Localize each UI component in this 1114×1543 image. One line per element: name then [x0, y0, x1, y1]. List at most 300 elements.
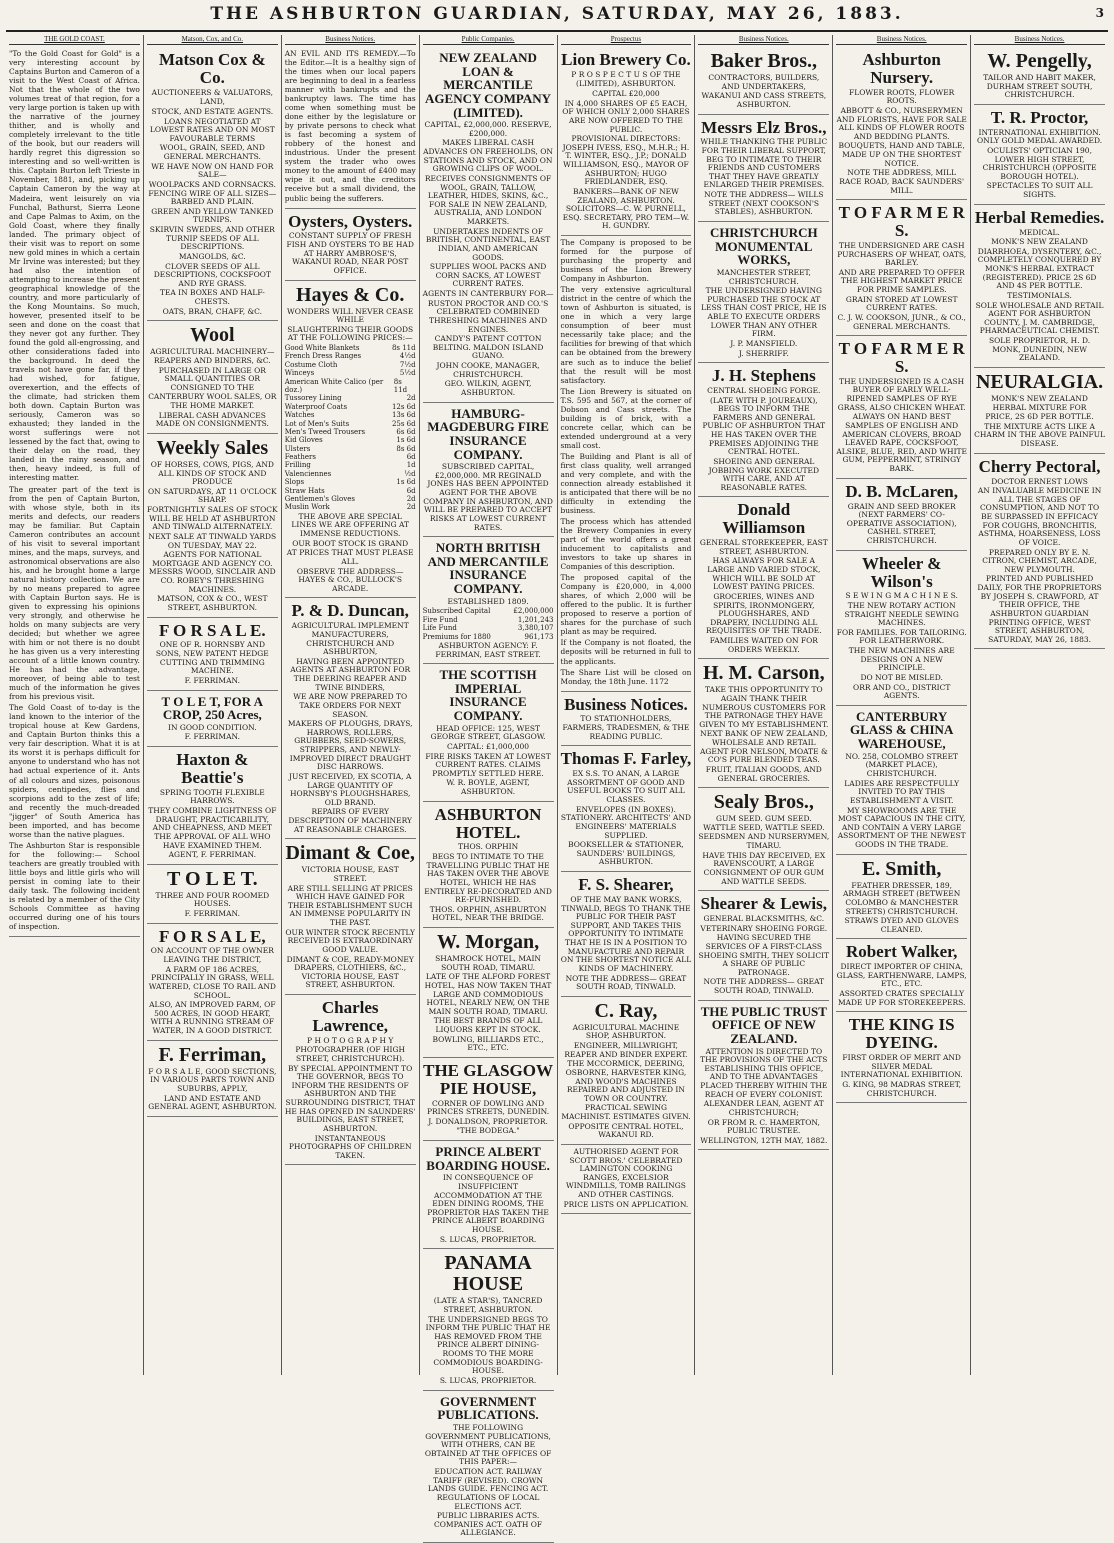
ad-line: SLAUGHTERING THEIR GOODS AT THE FOLLOWING PRICES:—	[287, 324, 414, 343]
ad-line: IN GOOD CONDITION.	[168, 722, 257, 732]
ad-line: TAKE THIS OPPORTUNITY TO AGAIN THANK THEIR NUMEROUS CUSTOMERS FOR THE PATRONAGE THEY HAVE GIVEN TO MY ESTABLISHMENT.	[699, 685, 829, 729]
ad-line: AND ARE PREPARED TO OFFER THE HIGHEST MARKET PRICE FOR PRIME SAMPLES.	[838, 267, 965, 294]
ad-line: RUSTON PROCTOR AND CO.'S CELEBRATED COMBINED THRESHING MACHINES AND ENGINES.	[427, 298, 549, 334]
masthead	[6, 4, 1108, 32]
advertisement	[423, 1391, 554, 1543]
ad-line: FEATHER DRESSER, 189, ARMAGH STREET (BETWEEN COLOMBO & MANCHESTER STREETS) CHRISTCHURCH.	[843, 880, 961, 916]
ad-line: AGENTS IN CANTERBURY FOR—	[422, 289, 554, 299]
price-value: 8s 11d	[391, 344, 416, 352]
price-row	[285, 495, 416, 503]
ad-line: BY SPECIAL APPOINTMENT TO THE GOVERNOR, BEGS TO INFORM THE RESIDENTS OF ASHBURTON AND THE SURROUNDING DISTRICT, THAT HE HAS OPENED IN SAUNDERS' BUILDINGS, EAST STREET, ASHBURTON.	[284, 1063, 416, 1133]
advertisement	[147, 434, 278, 618]
price-item: French Dress Ranges	[284, 352, 362, 361]
advertisement	[561, 1145, 692, 1214]
ad-line: BOUQUETS, HAND AND TABLE, MADE UP ON THE SHORTEST NOTICE.	[838, 141, 965, 168]
advertisement	[836, 706, 967, 855]
ad-line: GUM SEED. GUM SEED. WATTLE SEED, WATTLE SEED.	[703, 814, 825, 832]
ad-line: CAPITAL £20,000	[592, 89, 660, 99]
ad-line: SHAMROCK HOTEL, MAIN SOUTH ROAD, TIMARU.	[435, 954, 541, 972]
ad-line: LAND,	[199, 97, 225, 107]
ad-line: HAVING BEEN APPOINTED AGENTS AT ASHBURTON FOR THE DEERING REAPER AND TWINE BINDERS,	[290, 656, 411, 692]
ad-line: P R O S P E C T U S OF THE	[571, 69, 681, 79]
price-item: Premiums for 1880	[422, 632, 491, 641]
advertisement	[423, 537, 554, 664]
advertisement	[698, 891, 829, 1000]
price-value: 8s 11d	[393, 377, 408, 394]
advertisement	[974, 205, 1105, 368]
column-header: Business Notices.	[836, 35, 967, 45]
ad-line: NEXT SALE AT TINWALD YARDS ON TUESDAY, MAY 22.	[148, 531, 277, 550]
ad-line: FIRE RISKS TAKEN AT LOWEST CURRENT RATES. CLAIMS PROMPTLY SETTLED HERE.	[425, 751, 551, 778]
ad-line: FAMILIES WAITED ON FOR ORDERS WEEKLY.	[709, 636, 818, 654]
price-value: 6d	[406, 453, 416, 462]
column-header: Matson, Cox, and Co.	[147, 35, 278, 45]
advertisement	[423, 47, 554, 403]
ad-line: GEO. WILKIN, AGENT, ASHBURTON.	[444, 379, 532, 397]
ad-line: CONTRACTORS, BUILDERS, AND UNDERTAKERS,	[708, 73, 820, 91]
ad-line: PRICE, 2S 6D PER BOTTLE.	[985, 412, 1094, 422]
ad-line: THE MIXTURE ACTS LIKE A CHARM IN THE ABOVE PAINFUL DISEASE.	[974, 421, 1106, 449]
ad-line: P H O T O G R A P H Y	[307, 1035, 394, 1045]
advertisement	[561, 47, 692, 236]
ad-line: TO STATIONHOLDERS, FARMERS, TRADESMEN, & THE READING PUBLIC.	[562, 714, 690, 741]
ad-line: THE ABOVE ARE SPECIAL LINES WE ARE OFFERING AT IMMENSE REDUCTIONS.	[291, 511, 409, 539]
ad-title: PANAMA HOUSE	[444, 1252, 532, 1296]
ad-line: PRINTED AND PUBLISHED DAILY, FOR THE PROPRIETORS BY JOSEPH S. CRAWFORD, AT THEIR OFFICE, THE ASHBURTON GUARDIAN PRINTING OFFICE, WEST STREET, ASHBURTON, SATURDAY, MAY 26, 1883.	[977, 574, 1102, 644]
price-row	[285, 378, 416, 395]
ad-line: FORTNIGHTLY SALES OF STOCK WILL BE HELD AT ASHBURTON AND TINWALD ALTERNATELY.	[146, 505, 278, 532]
ad-line: NOTE THE ADDRESS— WILLS STREET (NEXT COOKSON'S STABLES), ASHBURTON.	[704, 190, 824, 217]
ad-line: THE BEST BRANDS OF ALL LIQUORS KEPT IN STOCK.	[433, 1016, 543, 1035]
price-row	[285, 352, 416, 360]
price-value: 6d	[406, 486, 416, 495]
ad-line: C. J. W. COOKSON, JUNR., & CO., GENERAL MERCHANTS.	[837, 312, 966, 331]
ad-title: T O F A R M E R S.	[838, 203, 965, 241]
price-value: 8s 6d	[396, 444, 416, 453]
ad-title: Cherry Pectoral,	[978, 456, 1101, 476]
ad-line: WHILE THANKING THE PUBLIC FOR THEIR LIBERAL SUPPORT, BEG TO INTIMATE TO THEIR FRIENDS AND CUSTOMERS THAT THEY HAVE GREATLY ENLARGED THEIR PREMISES.	[700, 137, 828, 190]
ad-title: Matson Cox & Co.	[158, 50, 266, 87]
ad-line: WELLINGTON, 12TH MAY, 1882.	[700, 1135, 828, 1145]
ad-line: OBSERVE THE ADDRESS— HAYES & CO., BULLOCK'S ARCADE.	[296, 566, 404, 593]
advertisement	[147, 747, 278, 865]
ad-line: OCULISTS' OPTICIAN 190, LOWER HIGH STREET, CHRISTCHURCH (OPPOSITE BOROUGH HOTEL).	[982, 145, 1097, 181]
ad-line: DIMANT & COE, READY-MONEY DRAPERS, CLOTHIERS, &C., VICTORIA HOUSE, EAST STREET, ASHBURTON.	[286, 954, 414, 990]
article-paragraph: The proposed capital of the Company is £20,000, in 4,000 shares, of which 2,000 will be offered to the public. It is further proposed to reserve a portion of shares for the purchase of such plant as may be required.	[560, 573, 692, 637]
ad-line: ENGINEER, MILLWRIGHT, REAPER AND BINDER EXPERT.	[564, 1041, 688, 1059]
advertisement	[285, 598, 416, 839]
advertisement	[285, 281, 416, 599]
ad-title: GOVERNMENT PUBLICATIONS.	[437, 1393, 539, 1423]
ad-line: FIRST ORDER OF MERIT AND SILVER MEDAL INTERNATIONAL EXHIBITION.	[840, 1053, 963, 1080]
ad-line: OR FROM R. C. HAMERTON, PUBLIC TRUSTEE.	[707, 1117, 820, 1136]
ad-title: D. B. McLaren,	[845, 481, 958, 501]
ad-line: SHOEING AND GENERAL JOBBING WORK EXECUTED WITH CARE, AND AT REASONABLE RATES.	[708, 456, 820, 492]
ad-line: OATS, BRAN, CHAFF, &C.	[162, 306, 263, 316]
ad-line: ENVELOPES (IN BOXES). STATIONERY. ARCHITECTS' AND ENGINEERS' MATERIALS SUPPLIED.	[560, 804, 692, 840]
ad-line: TEA IN BOXES AND HALF-CHESTS.	[159, 288, 265, 307]
ad-line: OPPOSITE CENTRAL HOTEL, WAKANUI RD.	[568, 1121, 684, 1140]
price-value: 6s 6d	[396, 427, 416, 436]
price-row	[285, 487, 416, 495]
price-value: 2d	[406, 495, 416, 504]
price-item: Good White Blankets	[284, 344, 360, 352]
ad-line: PRICE LISTS ON APPLICATION.	[563, 1199, 689, 1209]
price-item: Frilling	[284, 461, 311, 470]
ad-line: IN CONSEQUENCE OF INSUFFICIENT ACCOMMODATION AT THE EDEN DINING ROOMS, THE PROPRIETOR HAS TAKEN THE PRINCE ALBERT BOARDING HOUSE.	[427, 1173, 549, 1235]
article-paragraph: The Share List will be closed on Monday, the 18th June. 1172	[560, 667, 692, 686]
advertisement	[423, 664, 554, 802]
ad-line: MONK'S NEW ZEALAND	[991, 237, 1088, 247]
ad-line: SKIRVIN SWEDES, AND OTHER TURNIP SEEDS OF ALL DESCRIPTIONS.	[149, 225, 275, 252]
ad-line: AGRICULTURAL MACHINE SHOP, ASHBURTON.	[572, 1022, 680, 1041]
price-value: £2,000,000	[513, 607, 554, 616]
ad-title: ASHBURTON HOTEL.	[434, 804, 542, 842]
ad-title: C. Ray,	[594, 999, 658, 1022]
ad-line: W. R. BOYLE, AGENT, ASHBURTON.	[446, 778, 530, 797]
ad-title: F. S. Shearer,	[578, 875, 674, 895]
price-value: ½d	[404, 469, 416, 478]
ad-title: T O F A R M E R S.	[838, 339, 965, 376]
advertisement	[836, 479, 967, 551]
column-4	[419, 35, 557, 1538]
advertisement	[561, 997, 692, 1145]
price-row	[285, 394, 416, 402]
ad-title: T O L E T, FOR A CROP, 250 Acres,	[161, 693, 264, 723]
ad-line: EX S.S. TO ANAN, A LARGE ASSORTMENT OF GOOD AND USEFUL BOOKS TO SUIT ALL CLASSES.	[567, 769, 685, 805]
advertisement	[974, 47, 1105, 105]
ad-title: NEW ZEALAND LOAN & MERCANTILE AGENCY COMPANY (LIMITED).	[425, 50, 552, 120]
ad-line: PUBLIC LIBRARIES ACTS. COMPANIES ACT. OATH OF ALLEGIANCE.	[434, 1511, 543, 1538]
price-row	[285, 478, 416, 486]
ad-line: F O R S A L E, GOOD SECTIONS, IN VARIOUS PARTS TOWN AND SUBURBS, APPLY,	[148, 1066, 277, 1093]
ad-line: OF HORSES, COWS, PIGS, AND ALL KINDS OF STOCK AND PRODUCE	[150, 459, 274, 487]
advertisement	[423, 1058, 554, 1141]
ad-line: BOWLING, BILLIARDS ETC., ETC., ETC.	[432, 1034, 544, 1053]
price-row	[285, 503, 416, 511]
price-value: 1,201,243	[517, 615, 554, 624]
ad-line: NOTE THE ADDRESS— GREAT SOUTH ROAD, TINWALD.	[565, 973, 687, 992]
ad-line: CANTERBURY WOOL SALES, OR THE HOME MARKET.	[148, 392, 277, 411]
ad-line: G. KING, 98 MADRAS STREET, CHRISTCHURCH.	[842, 1079, 962, 1098]
ad-line: GREEN AND YELLOW TANKED TURNIPS.	[151, 206, 274, 225]
ad-line: SPRING TOOTH FLEXIBLE HARROWS.	[159, 787, 265, 806]
price-item: Kid Gloves	[284, 436, 323, 445]
price-value: 2d	[406, 394, 416, 403]
advertisement	[836, 1012, 967, 1103]
ad-title: H. M. Carson,	[702, 662, 825, 685]
price-row	[285, 445, 416, 453]
ad-line: ASHBURTON AGENCY: F. FERRIMAN, EAST STREET.	[435, 640, 541, 659]
ad-line: PROVISIONAL DIRECTORS: JOSEPH IVESS, ESQ., M.H.R.; H. T. WINTER, ESQ., J.P.; DONALD WILLIAMSON, ESQ., MAYOR OF ASHBURTON; HUGO FRIEDLANDER, ESQ.	[562, 134, 690, 187]
ad-line: MONK'S NEW ZEALAND HERBAL MIXTURE FOR	[991, 393, 1088, 412]
ad-line: MANCHESTER STREET, CHRISTCHURCH.	[716, 267, 811, 286]
column-2	[143, 35, 281, 1375]
ad-line: NOTE THE ADDRESS, MILL RACE ROAD, BACK SAUNDERS' MILL.	[839, 168, 965, 195]
ad-line: NO. 258, COLOMBO STREET (MARKET PLACE), CHRISTCHURCH.	[845, 751, 959, 779]
ad-line: S E W I N G M A C H I N E S.	[845, 591, 958, 601]
article-paragraph: If the Company is not floated, the deposits will be returned in full to the applicants.	[560, 638, 692, 666]
advertisement	[423, 1249, 554, 1390]
ad-line: DIARRHOEA, DYSENTERY, &C., COMPLETELY CONQUERED BY MONK'S HERBAL EXTRACT (REGISTERED). PRICE 2S 6D AND 4S PER BOTTLE.	[977, 246, 1102, 291]
advertisement	[836, 939, 967, 1012]
ad-line: MANGOLDS, &C.	[178, 251, 246, 261]
article-paragraph: The Building and Plant is all of first class quality, well arranged and very complete, and with the connection already established it is anticipated that there will be no difficulty in extending the business.	[560, 451, 692, 515]
advertisement	[836, 336, 967, 479]
ad-title: Donald Williamson	[722, 500, 806, 538]
ad-line: J. P. MANSFIELD.	[730, 338, 798, 348]
ad-title: Oysters, Oysters.	[288, 211, 413, 231]
advertisement	[698, 1001, 829, 1151]
advertisement	[147, 1041, 278, 1117]
article-paragraph: The Gold Coast of to-day is the land known to the interior of the tropical house at Kew Gardens, and Captain Burton thinks this a very fair description. What it is at its worst it is perhaps difficult for anyone to understand who has not had actual experience of it. Ants of all colours and sizes, poisonous spiders, centipedes, flies and scorpions add to the zest of life; and recently the much-dreaded "jigger" of South America has been imported, and has become worse than the native plagues.	[9, 703, 140, 839]
ad-line: STRAWS DYED AND GLOVES CLEANED.	[844, 916, 959, 934]
ad-line: AUTHORISED AGENT FOR SCOTT BROS.' CELEBRATED LAMINGTON COOKING RANGES, EXCELSIOR WINDMILLS, TOMB RAILINGS AND OTHER CASTINGS.	[565, 1146, 686, 1199]
price-item: Slops	[284, 478, 305, 487]
advertisement	[423, 1141, 554, 1249]
ad-line: REPAIRS OF EVERY DESCRIPTION OF MACHINERY AT REASONABLE CHARGES.	[288, 807, 412, 834]
ad-line: CAPITAL: £1,000,000	[447, 741, 530, 751]
ad-line: WOOLPACKS AND CORNSACKS. FENCING WIRE OF ALL SIZES—BARBED AND PLAIN.	[148, 179, 277, 207]
ad-line: (LATE WITH P. JOUREAUX), BEGS TO INFORM THE FARMERS AND GENERAL PUBLIC OF ASHBURTON THAT HE HAS TAKEN OVER THE PREMISES ADJOINING THE CENTRAL HOTEL.	[702, 395, 826, 457]
article-paragraph: The process which has attended the Brewery Companies in every part of the world offers a great inducement to capitalists and investors to take up shares in Companies of this description.	[560, 517, 692, 572]
ad-line: LATE OF THE ALFORD FOREST HOTEL, HAS NOW TAKEN THAT LARGE AND COMMODIOUS HOTEL, NEARLY NEW, ON THE MAIN SOUTH ROAD, TIMARU.	[424, 972, 552, 1016]
ad-title: Ashburton Nursery.	[862, 50, 941, 87]
advertisement	[698, 115, 829, 222]
ad-line: GENERAL BLACKSMITHS, &C.	[703, 914, 825, 924]
ad-line: GENERAL STOREKEEPER, EAST STREET, ASHBURTON.	[699, 538, 828, 556]
ad-line: AGENT, F. FERRIMAN.	[168, 850, 257, 860]
advertisement	[423, 403, 554, 538]
ad-line: JUST RECEIVED, EX SCOTIA, A LARGE QUANTITY OF HORNSBY'S PLOUGHSHARES, OLD BRAND.	[289, 771, 412, 807]
price-item: Valenciennes	[284, 469, 332, 478]
ad-line: WE ARE NOW PREPARED TO TAKE ORDERS FOR NEXT SEASON.	[293, 692, 408, 719]
ad-line: HAS ALWAYS FOR SALE A LARGE AND VARIED STOCK, WHICH WILL BE SOLD AT LOWEST PAYING PRICES.	[707, 556, 821, 592]
article	[285, 47, 416, 209]
column-1	[6, 35, 143, 1375]
ad-line: NOTE THE ADDRESS— GREAT SOUTH ROAD, TINWALD.	[703, 977, 825, 996]
ad-line: THE NEW MACHINES ARE DESIGNS ON A NEW PRINCIPLE.	[848, 646, 955, 673]
column-5	[557, 35, 695, 1375]
ad-line: ONE OF R. HORNSBY AND SONS, NEW PATENT HEDGE CUTTING AND TRIMMING MACHINE.	[155, 640, 269, 676]
advertisement	[147, 321, 278, 434]
ad-title: F. Ferriman,	[158, 1043, 267, 1066]
advertisement	[561, 692, 692, 747]
column-header: Business Notices.	[698, 35, 829, 45]
ad-line: GRAIN STORED AT LOWEST CURRENT RATES.	[845, 294, 958, 313]
price-item: Fire Fund	[422, 615, 458, 624]
ad-line: THE UNDERSIGNED HAVING PURCHASED THE STOCK AT LESS THAN COST PRICE, HE IS ABLE TO EXECUTE ORDERS LOWER THAN ANY OTHER FIRM.	[701, 286, 827, 339]
ad-line: HAVING SECURED THE SERVICES OF A FIRST-CLASS SHOEING SMITH, THEY SOLICIT A SHARE OF PUBLIC PATRONAGE.	[698, 933, 830, 977]
advertisement	[698, 222, 829, 363]
ad-title: J. H. Stephens	[711, 366, 816, 386]
ad-line: FOR FAMILIES. FOR TAILORING. FOR LEATHERWORK.	[836, 627, 967, 646]
ad-line: MAKES LIBERAL CASH ADVANCES ON FREEHOLDS, ON STATIONS AND STOCK, AND ON GROWING CLIPS OF WOOL.	[423, 138, 553, 174]
ad-line: CENTRAL SHOEING FORGE.	[707, 385, 821, 395]
ad-title: PRINCE ALBERT BOARDING HOUSE.	[426, 1144, 550, 1173]
article-paragraph: The greater part of the text is from the pen of Captain Burton, with whose style, both in its merits and defects, our readers may be familiar. But Captain Cameron contributes an account of his visit to several important mines, and the maps, surveys, and astronomical observations are also his, and he brought home a large natural history collection. We are by no means prepared to agree with Captain Burton says. He is given to expressing his opinions very strongly, and otherwise he holds on many subjects are very decided; but whether we agree with him or not there is no doubt he has given us a very interesting account of a little known country. He has had the advantage, moreover, of being able to test much of the information he gives from his previous visit.	[9, 484, 140, 702]
ad-line: ALEXANDER LEAN, AGENT AT CHRISTCHURCH;	[703, 1099, 824, 1117]
ad-line: SUPPLIES WOOL PACKS AND CORN SACKS, AT LOWEST CURRENT RATES.	[429, 262, 547, 289]
price-row	[285, 411, 416, 419]
article-paragraph: The Ashburton Star is responsible for the following:— School teachers are greatly troubled with little boys and little girls who will persist in coming late to their daily task. The following incident is related by a member of the City Schools Committee as having occurred during one of his tours of inspection.	[9, 840, 140, 931]
advertisement	[285, 995, 416, 1165]
ad-line: ON SATURDAYS, AT 11 O'CLOCK SHARP.	[147, 486, 277, 505]
ad-line: PREPARED ONLY BY E. N. CITRON, CHEMIST, ARCADE, NEW PLYMOUTH.	[982, 547, 1097, 574]
ad-title: Lion Brewery Co.	[561, 50, 691, 69]
price-item: Watches	[284, 411, 315, 420]
ad-title: Wheeler & Wilson's	[861, 553, 942, 591]
article	[9, 47, 140, 937]
ad-line: AGRICULTURAL IMPLEMENT MANUFACTURERS, CHRISTCHURCH AND ASHBURTON,	[291, 621, 409, 657]
columns	[6, 35, 1108, 1538]
ad-line: CANDY'S PATENT COTTON BELTING. MALDON ISLAND GUANO.	[432, 334, 544, 361]
ad-line: F. FERRIMAN.	[184, 675, 240, 685]
ad-line: TAILOR AND HABIT MAKER, DURHAM STREET SOUTH, CHRISTCHURCH.	[983, 73, 1096, 100]
ad-line: WONDERS WILL NEVER CEASE WHILE	[287, 306, 414, 325]
ad-line: ORR AND CO., DISTRICT AGENTS.	[853, 682, 951, 701]
ad-title: Sealy Bros.,	[713, 791, 814, 814]
advertisement	[698, 659, 829, 788]
price-item: Lot of Men's Suits	[284, 419, 350, 428]
price-value: 1s 6d	[396, 436, 416, 445]
ad-line: THE UNDERSIGNED ARE CASH PURCHASERS OF WHEAT, OATS, BARLEY.	[837, 240, 967, 268]
ad-line: MY SHOWROOMS ARE THE MOST CAPACIOUS IN THE CITY, AND CONTAIN A VERY LARGE ASSORTMENT OF THE NEWEST GOODS IN THE TRADE.	[837, 805, 966, 850]
ad-line: TESTIMONIALS.	[1007, 290, 1072, 300]
ad-title: Business Notices.	[564, 694, 688, 714]
advertisement	[561, 872, 692, 997]
ad-line: VETERINARY SHOEING FORGE.	[700, 923, 828, 933]
price-row	[285, 420, 416, 428]
ad-title: P. & D. Duncan,	[291, 601, 409, 621]
ad-line: S. LUCAS, PROPRIETOR.	[439, 1375, 537, 1385]
ad-title: Hayes & Co.	[296, 283, 405, 306]
ad-line: INTERNATIONAL EXHIBITION. ONLY GOLD MEDAL AWARDED.	[976, 127, 1103, 146]
ad-line: THOS. ORPHIN, ASHBURTON HOTEL, NEAR THE BRIDGE.	[429, 904, 547, 923]
article-paragraph: The Company is proposed to be formed for the purpose of purchasing the property and business of the Lion Brewery Company in Ashburton.	[560, 238, 692, 284]
price-item: Waterproof Coats	[284, 402, 348, 411]
ad-line: CORNER OF DOWLING AND PRINCES STREETS, DUNEDIN.	[426, 1098, 550, 1117]
price-value: 25s 6d	[391, 419, 416, 428]
ad-line: FLOWER ROOTS, FLOWER ROOTS.	[849, 87, 955, 106]
price-row	[285, 453, 416, 461]
ad-line: VICTORIA HOUSE, EAST STREET.	[301, 865, 399, 883]
ad-title: F O R S A L E.	[159, 620, 266, 640]
advertisement	[423, 928, 554, 1058]
ad-line: WOOL, GRAIN, SEED, AND GENERAL MERCHANTS.	[159, 143, 265, 162]
price-value: 961,173	[524, 632, 554, 641]
ad-line: (LATE A STAR'S), TANCRED STREET, ASHBURTON.	[433, 1296, 543, 1314]
column-6	[694, 35, 832, 1375]
price-row	[423, 624, 554, 632]
ad-title: Thomas F. Farley,	[560, 749, 692, 769]
ad-line: SEEDSMEN AND NURSERYMEN, TIMARU.	[698, 832, 830, 851]
price-item: Straw Hats	[284, 486, 325, 495]
article	[561, 236, 692, 692]
ad-line: MEDICAL.	[1019, 227, 1060, 237]
price-value: 2d	[406, 503, 416, 512]
column-header: THE GOLD COAST.	[9, 35, 140, 45]
column-3	[281, 35, 419, 1375]
masthead-title: THE ASHBURTON GUARDIAN, SATURDAY, MAY 26, 1883.	[210, 4, 904, 24]
advertisement	[698, 363, 829, 497]
advertisement	[147, 47, 278, 321]
price-row	[423, 607, 554, 615]
ad-line: SPECTACLES TO SUIT ALL SIGHTS.	[986, 181, 1093, 200]
ad-line: THE UNDERSIGNED BEGS TO INFORM THE PUBLIC THAT HE HAS REMOVED FROM THE PRINCE ALBERT DINING-ROOMS TO THE MORE COMMODIOUS BOARDING-HOUSE.	[425, 1314, 551, 1376]
price-list	[423, 607, 554, 641]
ad-title: Robert Walker,	[845, 942, 958, 962]
ad-line: STOCK, AND ESTATE AGENTS.	[151, 106, 274, 116]
ad-line: LOANS NEGOTIATED AT LOWEST RATES AND ON MOST FAVOURABLE TERMS	[149, 116, 275, 143]
ad-line: PURCHASED IN LARGE OR SMALL QUANTITIES OR CONSIGNED TO THE	[158, 365, 266, 392]
ad-line: CAPITAL, £2,000,000. RESERVE, £200,000.	[424, 120, 552, 138]
ad-line: SUBSCRIBED CAPITAL, £2,000,000. MR REGINALD JONES HAS BEEN APPOINTED AGENT FOR THE ABOVE COMPANY IN ASHBURTON, AND WILL BE PREPARED TO ACCEPT RISKS AT LOWEST CURRENT RATES.	[423, 462, 553, 532]
ad-title: Weekly Sales	[156, 436, 269, 459]
price-item: Men's Tweed Trousers	[284, 427, 366, 436]
article-paragraph: "To the Gold Coast for Gold" is a very interesting account by Captains Burton and Cameron of a visit to the West Coast of Africa. Not that the whole of the two volumes treat of that region, for a very large portion is taken up with the narrative of the journey thither, and is wholly and completely irrelevant to the title of the book, but our readers will hardly regret this digression so interesting and so well-written is this. Captain Burton left Trieste in November, 1881, and, picking up Captain Cameron by the way at Madeira, went leisurely on via Funchal, Bathurst, Sierra Leone and Cape Palmas to Axim, on the Gold Coast, where they finally landed. The primary object of their visit was to report on some new gold mines in which a certain Mr Irvine was interested; but they had also the intention of attempting to increase the present geographical knowledge of the country, and more particularly of the Kong Mountains. So much, however, presented itself to be seen and done on the coast that they never got any further. They found the gold all-engrossing, and other considerations faded into the background. In deed the travels not have gone far, if they had wished, for fatigue, overexertion, and the effects of the climate, had stricken them both down. Captain Burton was seriously, Cameron was so exhausted; they landed in the worst sufferings were not lessened by the fact that, owing to their delay on the road, they landed in the rainy season, and then, heavy indeed, is full of interesting matter.	[9, 49, 140, 483]
ad-line: ABBOTT & CO., NURSERYMEN AND FLORISTS, HAVE FOR SALE ALL KINDS OF FLOWER ROOTS AND BEDDING PLANTS.	[836, 105, 967, 141]
price-row	[285, 361, 416, 369]
ad-line: SOLE WHOLESALE AND RETAIL AGENT FOR ASHBURTON COUNTY, J. M. CAMBRIDGE, PHARMACEUTICAL CHEMIST.	[975, 300, 1104, 336]
price-row	[285, 436, 416, 444]
ad-title: Herbal Remedies.	[974, 207, 1105, 227]
ad-line: AUCTIONEERS & VALUATORS,	[151, 87, 273, 97]
ad-line: UNDERTAKES INDENTS OF BRITISH, CONTINENTAL, EAST INDIAN, AND AMERICAN GOODS.	[425, 226, 551, 262]
price-item: Costume Cloth	[284, 360, 338, 369]
ad-title: Messrs Elz Bros.,	[701, 117, 827, 137]
price-row	[285, 428, 416, 436]
price-item: American White Calico (per doz.)	[284, 377, 384, 394]
column-8	[970, 35, 1108, 1375]
price-value: 4½d	[399, 352, 416, 361]
ad-line: ON ACCOUNT OF THE OWNER LEAVING THE DISTRICT,	[150, 946, 274, 965]
column-header: Prospectus	[561, 35, 692, 45]
advertisement	[836, 855, 967, 940]
ad-line: DOCTOR ERNEST LOWS	[991, 476, 1088, 486]
ad-line: THE FOLLOWING GOVERNMENT PUBLICATIONS, WITH OTHERS, CAN BE OBTAINED AT THE OFFICES OF THIS PAPER:—	[424, 1422, 552, 1467]
ad-line: ALSO, AN IMPROVED FARM, OF 500 ACRES, IN GOOD HEART, WITH A RUNNING STREAM OF WATER, IN A GOOD DISTRICT.	[149, 1000, 276, 1036]
ad-title: T. R. Proctor,	[990, 107, 1089, 127]
advertisement	[836, 200, 967, 336]
advertisement	[147, 618, 278, 691]
advertisement	[285, 839, 416, 995]
ad-title: CHRISTCHURCH MONUMENTAL WORKS,	[710, 224, 818, 268]
price-value: 1s 6d	[396, 478, 416, 487]
advertisement	[285, 209, 416, 281]
ad-title: Baker Bros.,	[710, 50, 818, 72]
price-row	[285, 344, 416, 352]
ad-line: HEAD OFFICE: 125, WEST GEORGE STREET, GLASGOW.	[430, 723, 546, 742]
advertisement	[423, 802, 554, 928]
ad-line: OF THE MAY BANK WORKS, TINWALD, BEGS TO THANK THE PUBLIC FOR THEIR PAST SUPPORT, AND TAKES THIS OPPORTUNITY TO INTIMATE THAT HE IS IN A POSITION TO MANUFACTURE AND REPAIR ON THE SHORTEST NOTICE ALL KINDS OF MACHINERY.	[560, 894, 692, 973]
ad-line: CONSTANT SUPPLY OF FRESH FISH AND OYSTERS TO BE HAD AT HARRY AMBROSE'S, WAKANUI ROAD, NEAR POST OFFICE.	[286, 231, 414, 275]
ad-title: THE KING IS DYEING.	[848, 1015, 955, 1053]
price-item: Life Fund	[422, 624, 457, 633]
column-header: Business Notices.	[974, 35, 1105, 45]
ad-line: F. FERRIMAN.	[184, 732, 240, 742]
ad-title: THE SCOTTISH IMPERIAL INSURANCE COMPANY.	[439, 667, 537, 724]
ad-line: DIRECT IMPORTER OF CHINA, GLASS, EARTHENWARE, LAMPS, ETC., ETC.	[836, 962, 967, 989]
ad-title: Charles Lawrence,	[312, 998, 389, 1035]
ad-line: (LIMITED), ASHBURTON.	[576, 79, 676, 89]
ad-line: AT PRICES THAT MUST PLEASE ALL.	[286, 548, 414, 566]
column-header: Business Notices.	[285, 35, 416, 45]
ad-line: "THE BODEGA."	[456, 1126, 520, 1136]
ad-line: MAKERS OF PLOUGHS, DRAYS, HARROWS, ROLLERS, GRUBBERS, SEED-SOWERS, STRIPPERS, AND NEWLY-IMPROVED DIRECT DRAUGHT DISC HARROWS.	[287, 719, 413, 772]
price-row	[285, 470, 416, 478]
price-item: Muslin Work	[284, 503, 330, 512]
